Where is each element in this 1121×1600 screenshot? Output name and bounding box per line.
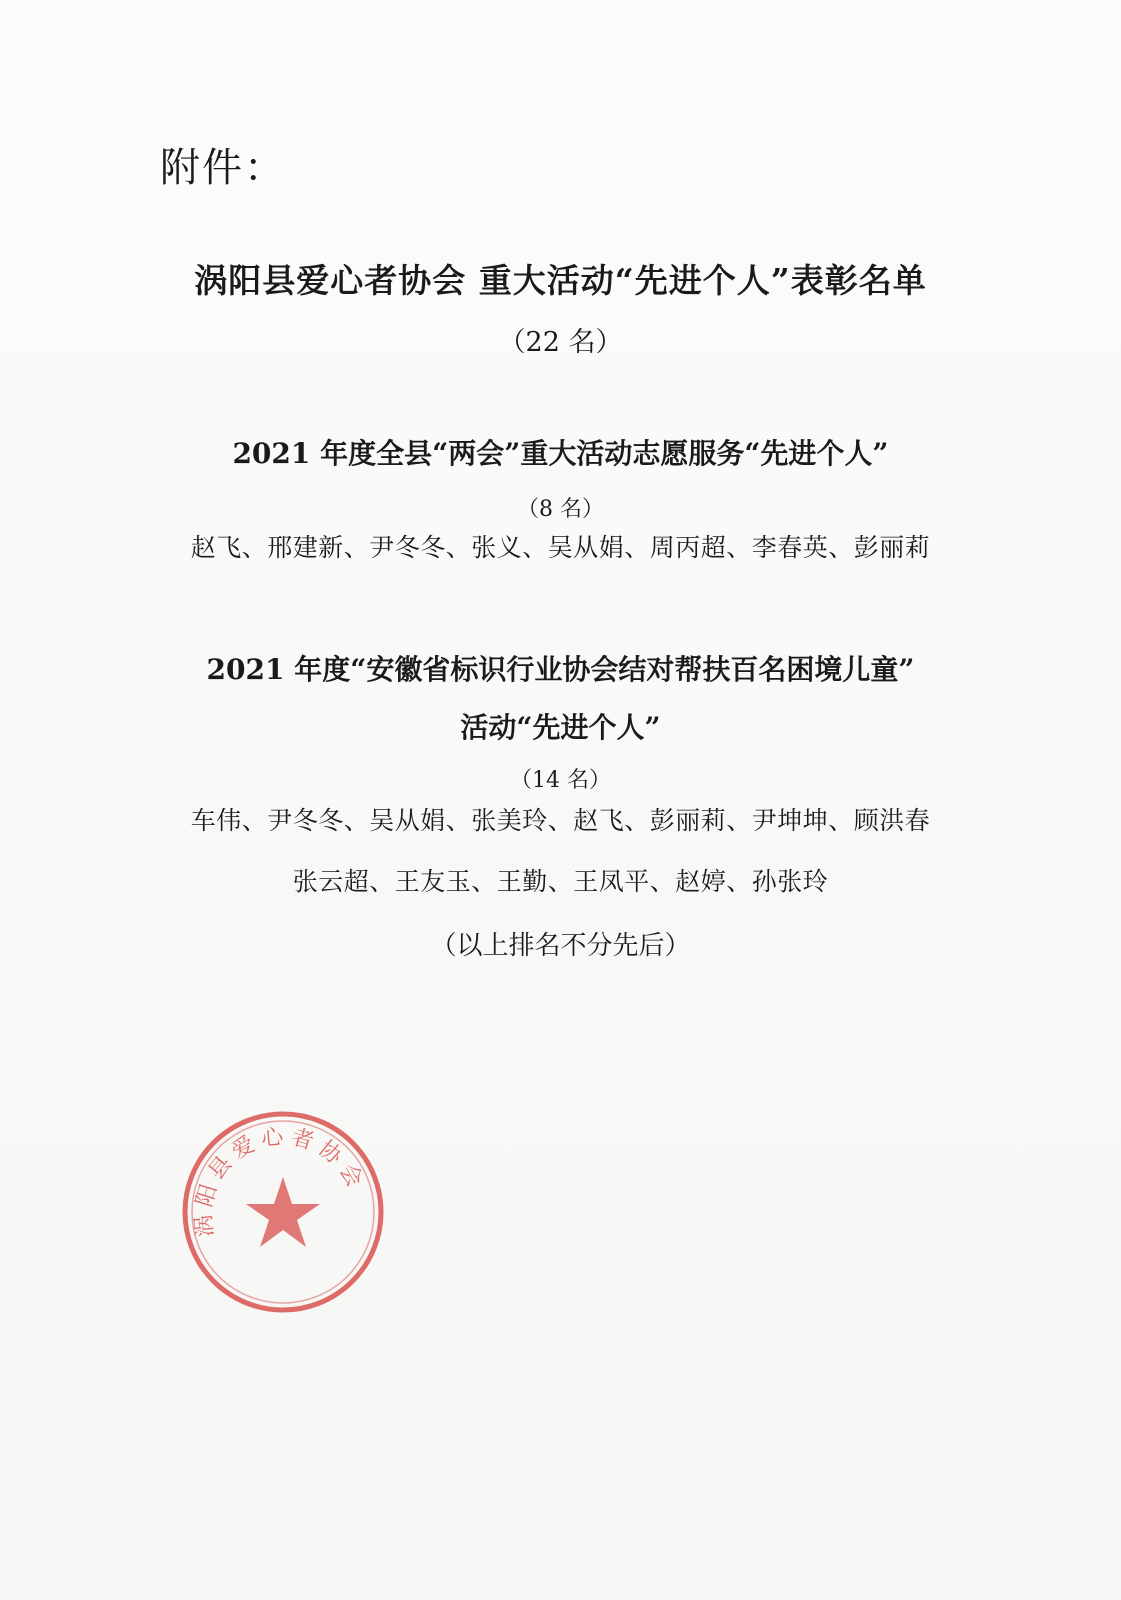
- total-count: （22 名）: [498, 327, 623, 358]
- section-2-names-line-2: 张云超、王友玉、王勤、王凤平、赵婷、孙张玲: [292, 867, 829, 896]
- svg-text:涡阳县爱心者协会: 涡阳县爱心者协会: [191, 1124, 370, 1239]
- section-1-count: （8 名）: [517, 497, 604, 522]
- seal-star-icon: [246, 1177, 320, 1247]
- section-2-title-line-2: 活动“先进个人”: [460, 711, 661, 744]
- document-title: 涡阳县爱心者协会 重大活动“先进个人”表彰名单: [194, 261, 927, 300]
- section-2-title-line-1: 2021 年度“安徽省标识行业协会结对帮扶百名困境儿童”: [206, 653, 915, 686]
- ranking-note: （以上排名不分先后）: [430, 931, 691, 961]
- section-1-names: 赵飞、邢建新、尹冬冬、张义、吴从娟、周丙超、李春英、彭丽莉: [190, 533, 931, 562]
- section-2-names-line-1: 车伟、尹冬冬、吴从娟、张美玲、赵飞、彭丽莉、尹坤坤、顾洪春: [190, 806, 931, 835]
- official-seal: [178, 1107, 388, 1317]
- section-2-count: （14 名）: [510, 768, 611, 793]
- attachment-label: 附件：: [160, 145, 286, 191]
- section-1-title: 2021 年度全县“两会”重大活动志愿服务“先进个人”: [232, 437, 889, 470]
